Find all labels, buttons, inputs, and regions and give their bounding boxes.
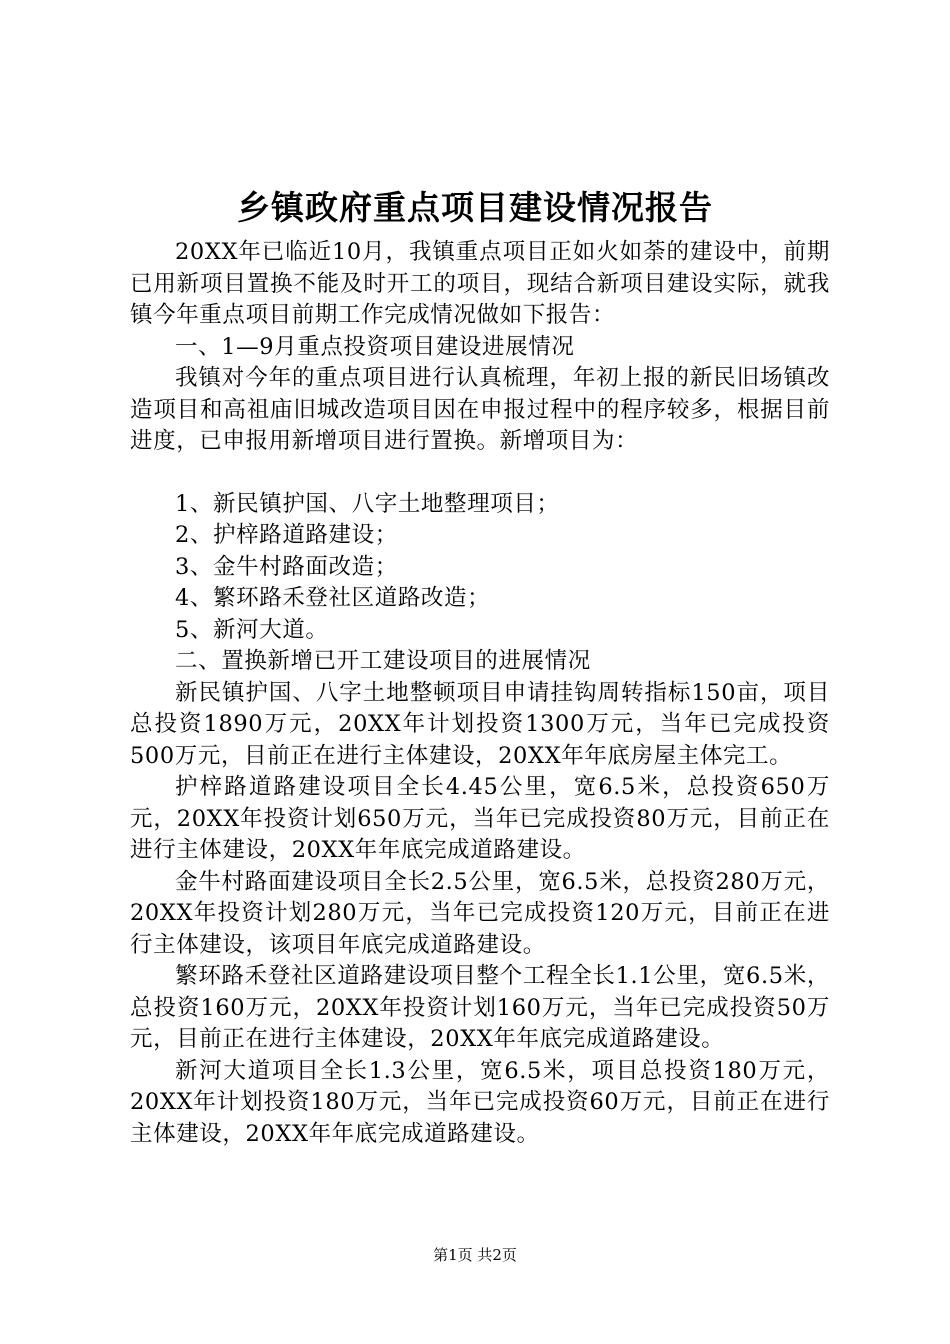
project-detail-paragraph: 新河大道项目全长1.3公里，宽6.5米，项目总投资180万元，20XX年计划投资180万元，当年已完成投资60万元，目前正在进行主体建设，20XX年年底完成道路建设。 bbox=[130, 1057, 830, 1147]
review-paragraph: 我镇对今年的重点项目进行认真梳理，年初上报的新民旧场镇改造项目和高祖庙旧城改造项目因在申报过程中的程序较多，根据目前进度，已申报用新增项目进行置换。新增项目为： bbox=[130, 365, 830, 454]
document-title: 乡镇政府重点项目建设情况报告 bbox=[237, 188, 713, 227]
document-body bbox=[130, 237, 830, 1150]
project-list-item: 2、护梓路道路建设； bbox=[175, 522, 398, 548]
section-heading-2: 二、置换新增已开工建设项目的进展情况 bbox=[175, 648, 591, 674]
project-list-item: 1、新民镇护国、八字土地整理项目； bbox=[175, 490, 560, 517]
section-heading-1: 一、1—9月重点投资项目建设进展情况 bbox=[175, 333, 575, 360]
project-detail-paragraph: 新民镇护国、八字土地整顿项目申请挂钩周转指标150亩，项目总投资1890万元，20XX年计划投资1300万元，当年已完成投资500万元，目前正在进行主体建设，20XX年年底房屋主体完工。 bbox=[130, 679, 830, 769]
intro-paragraph: 20XX年已临近10月，我镇重点项目正如火如荼的建设中，前期已用新项目置换不能及时开工的项目，现结合新项目建设实际，就我镇今年重点项目前期工作完成情况做如下报告： bbox=[130, 239, 830, 328]
project-detail-paragraph: 护梓路道路建设项目全长4.45公里，宽6.5米，总投资650万元，20XX年投资计划650万元，当年已完成投资80万元，目前正在进行主体建设，20XX年年底完成道路建设。 bbox=[130, 774, 830, 863]
project-detail-paragraph: 繁环路禾登社区道路建设项目整个工程全长1.1公里，宽6.5米，总投资160万元，20XX年投资计划160万元，当年已完成投资50万元，目前正在进行主体建设，20XX年年底完成道路建设。 bbox=[130, 963, 830, 1052]
project-list-item: 5、新河大道。 bbox=[175, 616, 329, 643]
project-list-item: 4、繁环路禾登社区道路改造； bbox=[175, 585, 491, 611]
page-footer: 第1页 共2页 bbox=[433, 1246, 517, 1264]
project-detail-paragraph: 金牛村路面建设项目全长2.5公里，宽6.5米，总投资280万元，20XX年投资计划280万元，当年已完成投资120万元，目前正在进行主体建设，该项目年底完成道路建设。 bbox=[130, 868, 830, 958]
project-list-item: 3、金牛村路面改造； bbox=[175, 553, 398, 580]
